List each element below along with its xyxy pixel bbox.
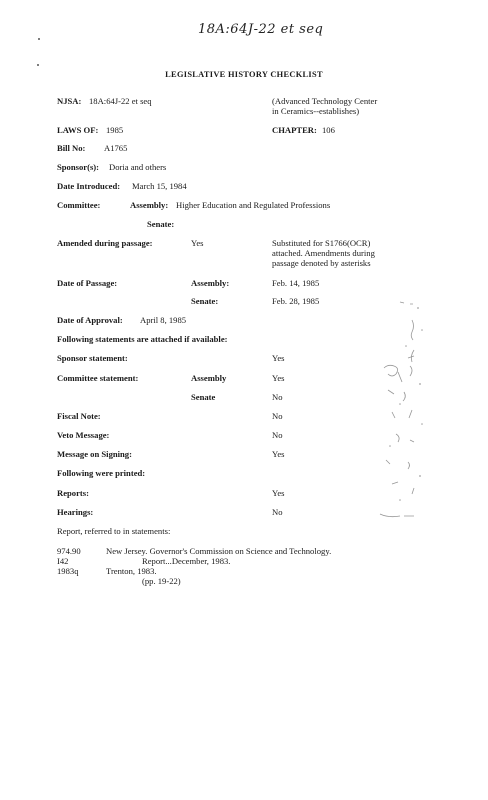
committee-statement-assembly-label: Assembly xyxy=(191,373,227,383)
bill-no-label: Bill No: xyxy=(57,143,86,153)
sponsor-statement-label: Sponsor statement: xyxy=(57,353,128,363)
sponsors-value: Doria and others xyxy=(109,162,167,172)
call-number-1: 974.90 xyxy=(57,546,81,556)
amended-note-line1: Substituted for S1766(OCR) xyxy=(272,238,371,248)
laws-of-label: LAWS OF: xyxy=(57,125,99,135)
report-referred-heading: Report, referred to in statements: xyxy=(57,526,171,536)
amended-value: Yes xyxy=(191,238,204,248)
following-printed-heading: Following were printed: xyxy=(57,468,146,478)
following-attached-heading: Following statements are attached if available: xyxy=(57,334,228,344)
sponsor-statement-value: Yes xyxy=(272,353,285,363)
committee-statement-senate-value: No xyxy=(272,392,283,402)
message-on-signing-value: Yes xyxy=(272,449,285,459)
reports-value: Yes xyxy=(272,488,285,498)
hearings-label: Hearings: xyxy=(57,507,94,517)
committee-assembly-value: Higher Education and Regulated Professions xyxy=(176,200,331,210)
passage-senate-label: Senate: xyxy=(191,296,219,306)
amended-label: Amended during passage: xyxy=(57,238,153,248)
citation-line2: Report...December, 1983. xyxy=(142,556,231,566)
sponsors-label: Sponsor(s): xyxy=(57,162,100,172)
date-of-passage-label: Date of Passage: xyxy=(57,278,118,288)
date-of-approval-value: April 8, 1985 xyxy=(140,315,187,325)
chapter-label: CHAPTER: xyxy=(272,125,317,135)
handwritten-reference: 18A:64J-22 et seq xyxy=(198,22,324,37)
committee-senate-label: Senate: xyxy=(147,219,175,229)
njsa-label: NJSA: xyxy=(57,96,82,106)
committee-assembly-label: Assembly: xyxy=(130,200,169,210)
date-of-approval-label: Date of Approval: xyxy=(57,315,123,325)
stray-mark xyxy=(37,64,39,66)
chapter-value: 106 xyxy=(322,125,335,135)
fiscal-note-label: Fiscal Note: xyxy=(57,411,101,421)
laws-of-value: 1985 xyxy=(106,125,124,135)
committee-statement-senate-label: Senate xyxy=(191,392,216,402)
call-number-3: 1983q xyxy=(57,566,79,576)
call-number-2: I42 xyxy=(57,556,69,566)
committee-label: Committee: xyxy=(57,200,101,210)
passage-senate-value: Feb. 28, 1985 xyxy=(272,296,320,306)
passage-assembly-label: Assembly: xyxy=(191,278,230,288)
faint-stamp-marks xyxy=(370,300,430,530)
citation-line3: Trenton, 1983. xyxy=(106,566,157,576)
citation-line4: (pp. 19-22) xyxy=(142,576,181,586)
veto-message-label: Veto Message: xyxy=(57,430,110,440)
amended-note-line2: attached. Amendments during xyxy=(272,248,375,258)
njsa-note-line1: (Advanced Technology Center xyxy=(272,96,378,106)
hearings-value: No xyxy=(272,507,283,517)
date-introduced-label: Date Introduced: xyxy=(57,181,121,191)
message-on-signing-label: Message on Signing: xyxy=(57,449,132,459)
njsa-note-line2: in Ceramics--establishes) xyxy=(272,106,360,116)
reports-label: Reports: xyxy=(57,488,89,498)
veto-message-value: No xyxy=(272,430,283,440)
committee-statement-label: Committee statement: xyxy=(57,373,139,383)
committee-statement-assembly-value: Yes xyxy=(272,373,285,383)
citation-line1: New Jersey. Governor's Commission on Science and Technology. xyxy=(106,546,332,556)
fiscal-note-value: No xyxy=(272,411,283,421)
bill-no-value: A1765 xyxy=(104,143,128,153)
njsa-value: 18A:64J-22 et seq xyxy=(89,96,152,106)
amended-note-line3: passage denoted by asterisks xyxy=(272,258,371,268)
stray-mark xyxy=(38,38,40,40)
date-introduced-value: March 15, 1984 xyxy=(132,181,187,191)
page-title: LEGISLATIVE HISTORY CHECKLIST xyxy=(165,70,323,79)
passage-assembly-value: Feb. 14, 1985 xyxy=(272,278,320,288)
